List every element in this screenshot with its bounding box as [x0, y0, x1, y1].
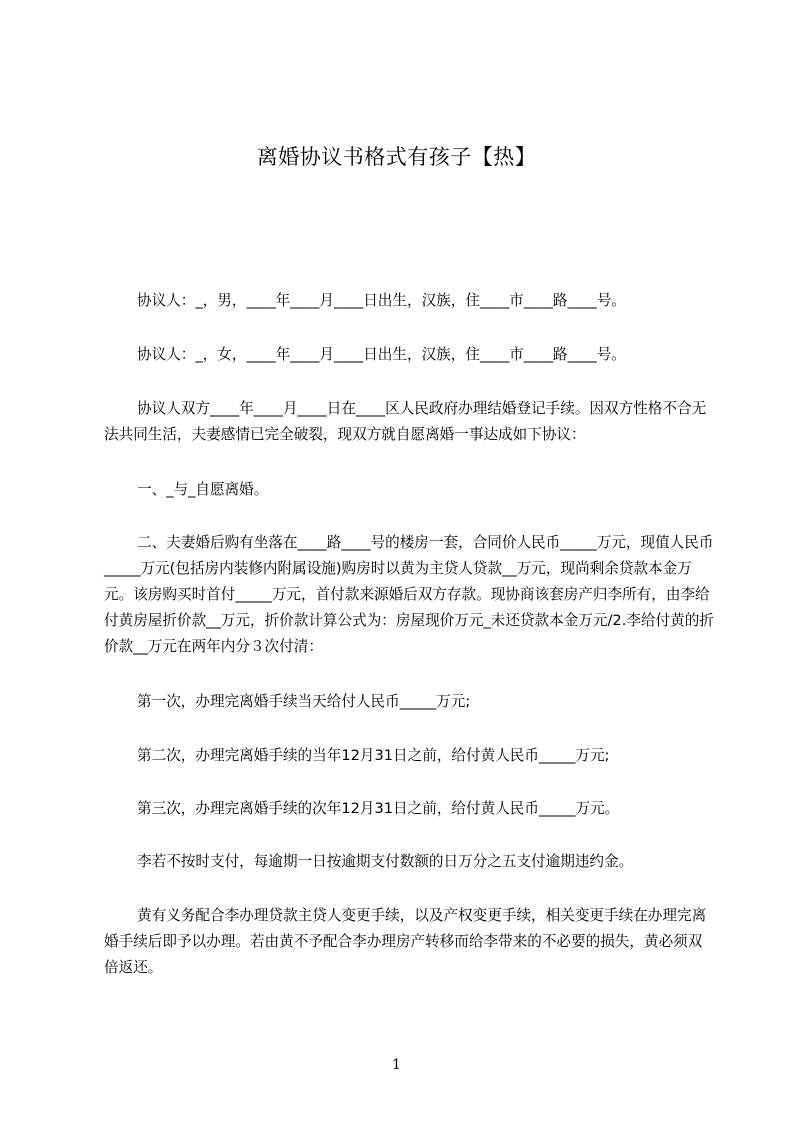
paragraph-party-male: 协议人：_，男，____年____月____日出生，汉族，住____市____路____号。: [137, 292, 626, 309]
paragraph-first-payment: 第一次，办理完离婚手续当天给付人民币_____万元;: [137, 693, 471, 710]
paragraph-second-payment: 第二次，办理完离婚手续的当年12月31日之前，给付黄人民币_____万元;: [137, 747, 610, 764]
page-number: 1: [392, 1057, 401, 1073]
paragraph-clause-two-property: 二、夫妻婚后购有坐落在____路____号的楼房一套，合同价人民币_____万元，现值人民币_____万元(包括房内装修内附属设施)购房时以黄为主贷人贷款__万元，现尚剩余贷款本金万元。该房购买时首付_____万元，首付款来源婚后双方存款。现协商该套房产归李所有，由李给付黄房屋折价款__万元，折价款计算公式为：房屋现价万元_未还贷款本金万元/2.李给付黄的折价款__万元在两年内分３次付清：: [104, 534, 714, 655]
paragraph-clause-one: 一、_与_自愿离婚。: [137, 481, 269, 498]
paragraph-loan-transfer: 黄有义务配合李办理贷款主贷人变更手续，以及产权变更手续，相关变更手续在办理完离婚手续后即予以办理。若由黄不予配合李办理房产转移而给李带来的不必要的损失，黄必须双倍返还。: [104, 907, 707, 976]
paragraph-marriage-registration: 协议人双方____年____月____日在____区人民政府办理结婚登记手续。因双方性格不合无法共同生活，夫妻感情已完全破裂，现双方就自愿离婚一事达成如下协议：: [104, 400, 707, 443]
document-title: 离婚协议书格式有孩子【热】: [256, 145, 537, 169]
paragraph-party-female: 协议人：_，女，____年____月____日出生，汉族，住____市____路____号。: [137, 346, 626, 363]
paragraph-late-penalty: 李若不按时支付，每逾期一日按逾期支付数额的日万分之五支付逾期违约金。: [137, 853, 634, 870]
paragraph-third-payment: 第三次，办理完离婚手续的次年12月31日之前，给付黄人民币_____万元。: [137, 800, 620, 817]
